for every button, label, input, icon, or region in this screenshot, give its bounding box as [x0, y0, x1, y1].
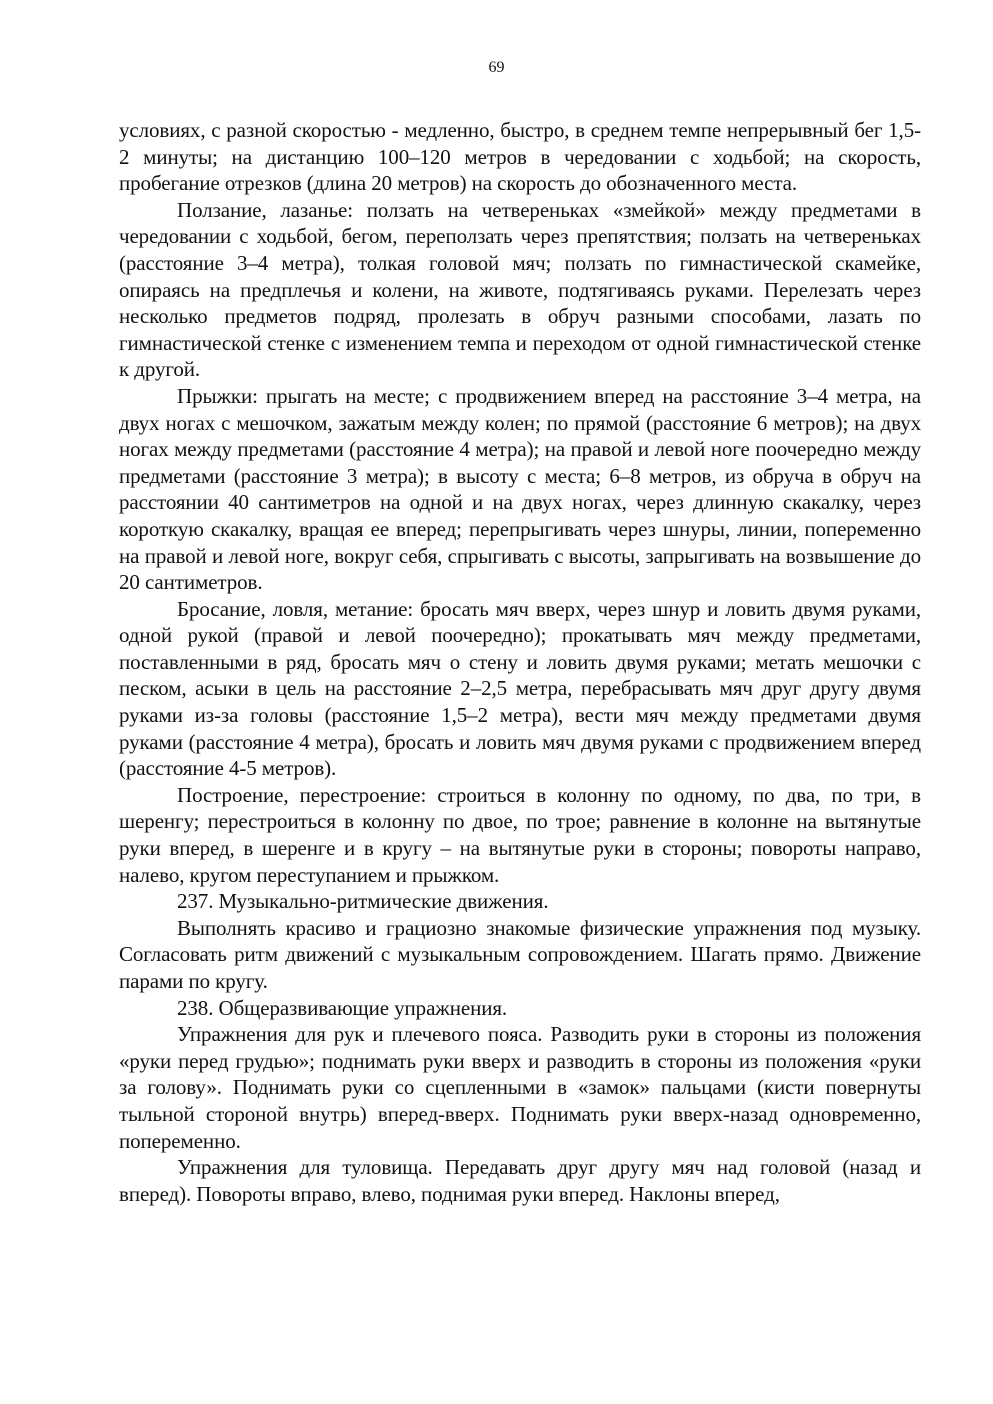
paragraph-crawling-climbing: Ползание, лазанье: ползать на четвереньках «змейкой» между предметами в чередовании с ходьбой, бегом, переползать через препятствия; ползать на четвереньках (расстояние 3–4 метра), толкая головой мяч; ползать по гимнастической скамейке, опираясь на предплечья и колени, на животе, подтягиваясь руками. Перелезать через несколько предметов подряд, пролезать в обруч разными способами, лазать по гимнастической стенке с изменением темпа и переходом от одной гимнастической стенке к другой.	[119, 197, 921, 382]
paragraph-formation: Построение, перестроение: строиться в колонну по одному, по два, по три, в шеренгу; перестроиться в колонну по двое, по трое; равнение в колонне на вытянутые руки вперед, в шеренге и в кругу – на вытянутые руки в стороны; повороты направо, налево, кругом переступанием и прыжком.	[119, 782, 921, 887]
paragraph-running-continuation: условиях, с разной скоростью - медленно, быстро, в среднем темпе непрерывный бег 1,5-2 минуты; на дистанцию 100–120 метров в чередовании с ходьбой; на скорость, пробегание отрезков (длина 20 метров) на скорость до обозначенного места.	[119, 118, 921, 196]
section-heading-238: 238. Общеразвивающие упражнения.	[177, 995, 508, 1020]
paragraph-throwing-catching: Бросание, ловля, метание: бросать мяч вверх, через шнур и ловить двумя руками, одной рукой (правой и левой поочередно); прокатывать мяч между предметами, поставленными в ряд, бросать мяч о стену и ловить двумя руками; метать мешочки с песком, асыки в цель на расстояние 2–2,5 метра, перебрасывать мяч друг другу двумя руками из-за головы (расстояние 1,5–2 метра), вести мяч между предметами двумя руками (расстояние 4 метра), бросать и ловить мяч двумя руками с продвижением вперед (расстояние 4-5 метров).	[119, 596, 921, 781]
page-number: 69	[488, 59, 505, 76]
paragraph-arm-exercises: Упражнения для рук и плечевого пояса. Разводить руки в стороны из положения «руки перед грудью»; поднимать руки вверх и разводить в стороны из положения «руки за голову». Поднимать руки со сцепленными в «замок» пальцами (кисти повернуты тыльной стороной внутрь) вперед-вверх. Поднимать руки вверх-назад одновременно, попеременно.	[119, 1022, 921, 1153]
paragraph-torso-exercises: Упражнения для туловища. Передавать друг другу мяч над головой (назад и вперед). Повороты вправо, влево, поднимая руки вперед. Наклоны вперед,	[119, 1155, 921, 1206]
section-heading-237: 237. Музыкально-ритмические движения.	[177, 889, 549, 914]
paragraph-jumping: Прыжки: прыгать на месте; с продвижением вперед на расстояние 3–4 метра, на двух ногах с мешочком, зажатым между колен; по прямой (расстояние 6 метров); на двух ногах между предметами (расстояние 4 метра); на правой и левой ноге поочередно между предметами (расстояние 3 метра); в высоту с места; 6–8 метров, из обруча в обруч на расстоянии 40 сантиметров на одной и на двух ногах, через длинную скакалку, через короткую скакалку, вращая ее вперед; перепрыгивать через шнуры, линии, попеременно на правой и левой ноге, вокруг себя, спрыгивать с высоты, запрыгивать на возвышение до 20 сантиметров.	[119, 383, 921, 595]
body-text	[119, 117, 921, 1207]
paragraph-music-rhythm: Выполнять красиво и грациозно знакомые физические упражнения под музыку. Согласовать ритм движений с музыкальным сопровождением. Шагать прямо. Движение парами по кругу.	[119, 915, 921, 993]
